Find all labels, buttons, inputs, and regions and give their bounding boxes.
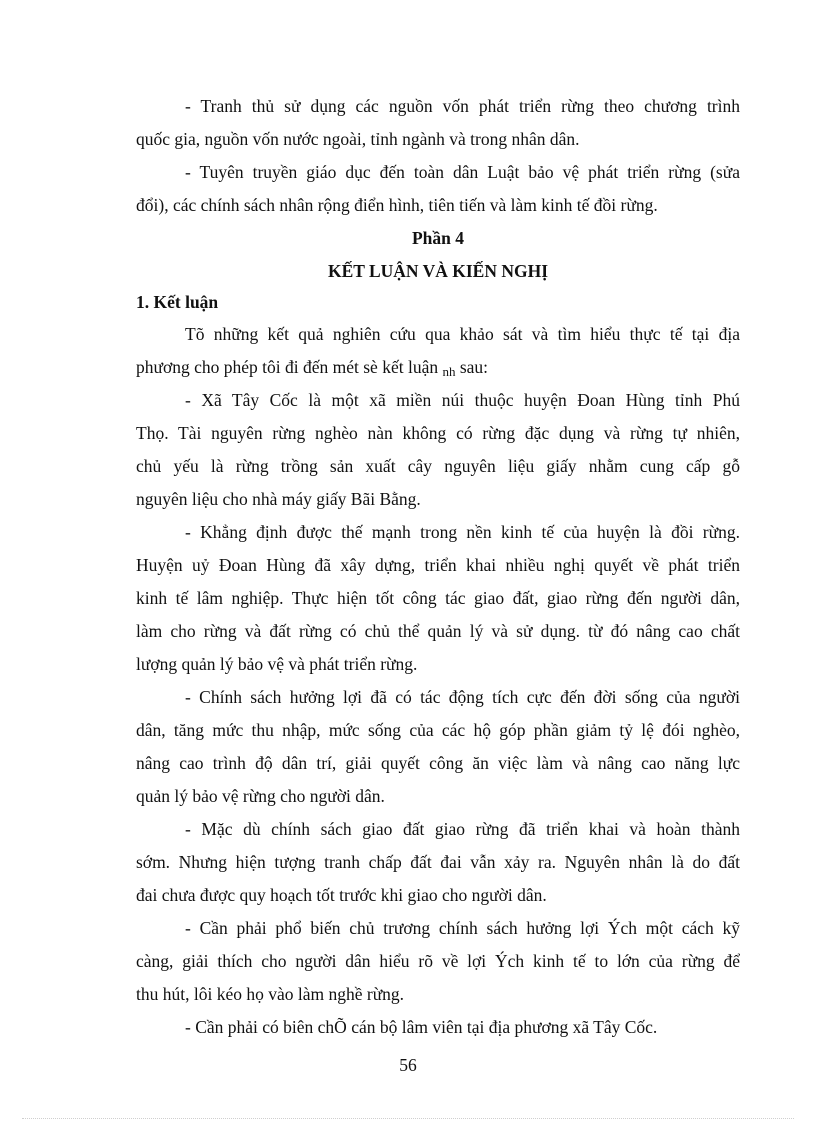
paragraph-line: - Khẳng định được thế mạnh trong nền kinh tế của huyện là đồi rừng. (185, 522, 740, 542)
subsection-title: 1. Kết luận (136, 292, 219, 312)
paragraph-line: - Mặc dù chính sách giao đất giao rừng đã triển khai và hoàn thành (185, 819, 740, 839)
paragraph-line: làm cho rừng và đất rừng có chủ thể quản lý và sử dụng. từ đó nâng cao chất (136, 621, 740, 641)
paragraph-line: - Cần phải có biên chÕ cán bộ lâm viên tại địa phương xã Tây Cốc. (185, 1017, 658, 1037)
paragraph-line: - Chính sách hưởng lợi đã có tác động tích cực đến đời sống của người (185, 687, 740, 707)
paragraph-line: - Xã Tây Cốc là một xã miền núi thuộc huyện Đoan Hùng tỉnh Phú (185, 390, 740, 410)
paragraph-line: càng, giải thích cho người dân hiểu rõ về lợi Ých kinh tế to lớn của rừng để (136, 951, 740, 971)
intro-line-2-text: phương cho phép tôi đi đến mét sè kết luận (136, 357, 439, 377)
paragraph-line: nâng cao trình độ dân trí, giải quyết công ăn việc làm và nâng cao năng lực (136, 753, 740, 773)
page-number: 56 (399, 1055, 417, 1075)
paragraph-line: quốc gia, nguồn vốn nước ngoài, tỉnh ngành và trong nhân dân. (136, 129, 580, 149)
page-bottom-rule (22, 1118, 794, 1119)
paragraph-line: sớm. Nhưng hiện tượng tranh chấp đất đai vẫn xảy ra. Nguyên nhân là do đất (136, 852, 740, 872)
paragraph-line: chủ yếu là rừng trồng sản xuất cây nguyên liệu giấy nhằm cung cấp gỗ (136, 456, 740, 476)
section-title: KẾT LUẬN VÀ KIẾN NGHỊ (327, 261, 549, 281)
intro-line-2 (136, 356, 488, 380)
paragraph-line: lượng quản lý bảo vệ và phát triển rừng. (136, 654, 418, 674)
part-title: Phần 4 (411, 228, 465, 248)
intro-line-2-end: sau: (459, 357, 489, 377)
paragraph-line: dân, tăng mức thu nhập, mức sống của các hộ góp phần giảm tỷ lệ đói nghèo, (136, 720, 740, 740)
paragraph-line: quản lý bảo vệ rừng cho người dân. (136, 786, 385, 806)
paragraph-line: kinh tế lâm nghiệp. Thực hiện tốt công tác giao đất, giao rừng đến người dân, (136, 588, 740, 608)
paragraph-line: đổi), các chính sách nhân rộng điển hình, tiên tiến và làm kinh tế đồi rừng. (136, 195, 658, 215)
intro-line-2-subscript: nh (442, 364, 456, 379)
paragraph-line: Thọ. Tài nguyên rừng nghèo nàn không có rừng đặc dụng và rừng tự nhiên, (136, 423, 740, 443)
paragraph-line: - Tuyên truyền giáo dục đến toàn dân Luật bảo vệ phát triển rừng (sửa (185, 162, 740, 182)
intro-line-1: Tõ những kết quả nghiên cứu qua khảo sát và tìm hiểu thực tế tại địa (185, 324, 740, 344)
paragraph-line: thu hút, lôi kéo họ vào làm nghề rừng. (136, 984, 405, 1004)
paragraph-line: nguyên liệu cho nhà máy giấy Bãi Bằng. (136, 489, 421, 509)
paragraph-line: - Tranh thủ sử dụng các nguồn vốn phát triển rừng theo chương trình (185, 96, 740, 116)
paragraph-line: - Cần phải phổ biến chủ trương chính sách hưởng lợi Ých một cách kỹ (185, 918, 740, 938)
paragraph-line: Huyện uỷ Đoan Hùng đã xây dựng, triển khai nhiều nghị quyết về phát triển (136, 555, 740, 575)
paragraph-line: đai chưa được quy hoạch tốt trước khi giao cho người dân. (136, 885, 547, 905)
